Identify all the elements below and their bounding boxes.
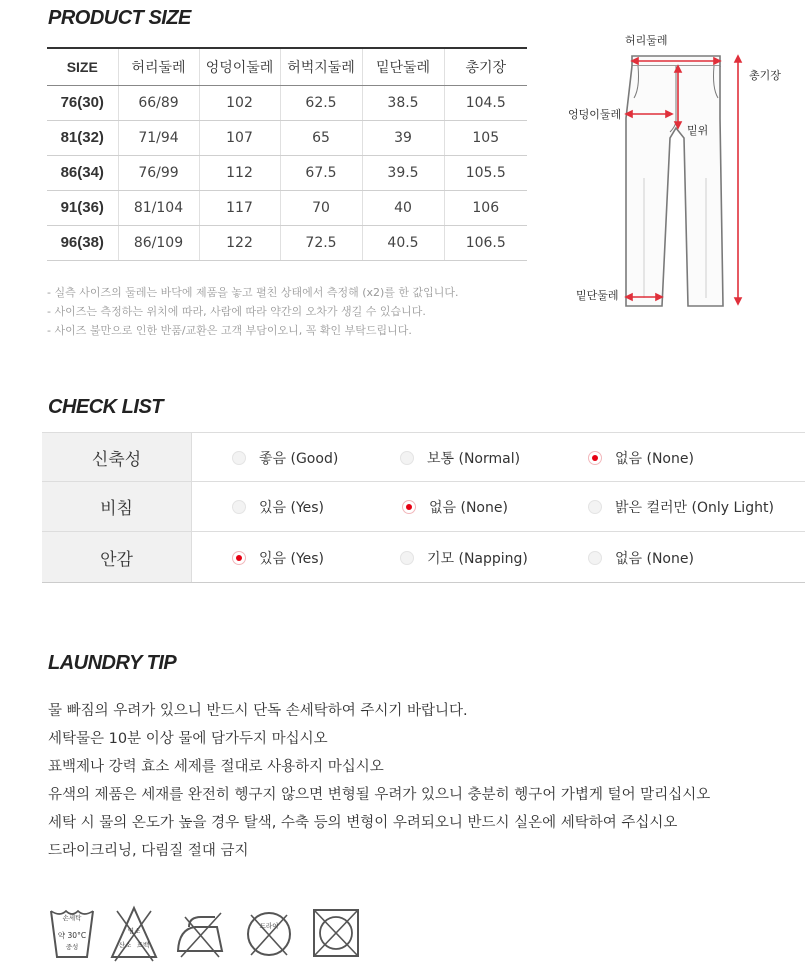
size-table-row (47, 190, 527, 225)
measure-cell: 39.5 (362, 155, 444, 190)
measure-cell: 104.5 (444, 85, 527, 120)
laundry-tip-line: 드라이크리닝, 다림질 절대 금지 (48, 843, 249, 859)
check-category: 비침 (42, 482, 192, 531)
option-none[interactable]: 없음 (None) (588, 448, 694, 468)
label-waist: 허리둘레 (625, 34, 668, 47)
svg-text:중성: 중성 (65, 943, 79, 951)
measure-cell: 65 (280, 120, 362, 155)
header-size: SIZE (47, 48, 118, 85)
measure-cell: 38.5 (362, 85, 444, 120)
size-table-row (47, 85, 527, 120)
measure-cell: 122 (199, 225, 280, 260)
measure-cell: 106.5 (444, 225, 527, 260)
option-yes[interactable]: 있음 (Yes) (232, 497, 324, 517)
size-note: - 사이즈는 측정하는 위치에 따라, 사람에 따라 약간의 오차가 생길 수 있습니다. (47, 305, 426, 318)
radio-icon[interactable] (400, 451, 414, 465)
check-row-see-through (42, 482, 805, 532)
size-cell: 81(32) (47, 120, 118, 155)
radio-selected-icon[interactable] (232, 551, 246, 565)
measure-cell: 67.5 (280, 155, 362, 190)
no-dry-clean-icon (244, 905, 294, 963)
size-note: - 실측 사이즈의 둘레는 바닥에 제품을 놓고 펼친 상태에서 측정해 (x2)를 한 값입니다. (47, 286, 459, 299)
option-none[interactable]: 없음 (None) (402, 497, 508, 517)
label-rise: 밑위 (687, 124, 709, 137)
check-list-title: CHECK LIST (48, 396, 163, 418)
measure-cell: 81/104 (118, 190, 199, 225)
measure-cell: 76/99 (118, 155, 199, 190)
no-tumble-dry-icon (311, 905, 361, 963)
size-notes (47, 283, 459, 340)
size-table-row (47, 120, 527, 155)
radio-selected-icon[interactable] (588, 451, 602, 465)
laundry-tip-line: 유색의 제품은 세재를 완전히 헹구지 않으면 변형될 우려가 있으니 충분히 헹구어 가볍게 털어 말리십시오 (48, 787, 711, 803)
measure-cell: 105 (444, 120, 527, 155)
header-hem: 밑단둘레 (362, 48, 444, 85)
option-napping[interactable]: 기모 (Napping) (400, 548, 528, 568)
svg-text:드라이: 드라이 (259, 922, 279, 930)
option-none[interactable]: 없음 (None) (588, 548, 694, 568)
no-bleach-icon (109, 905, 159, 963)
no-iron-icon (175, 905, 225, 963)
radio-icon[interactable] (232, 500, 246, 514)
check-category: 신축성 (42, 433, 192, 481)
size-table-row (47, 225, 527, 260)
header-thigh: 허벅지둘레 (280, 48, 362, 85)
svg-text:손세탁: 손세탁 (62, 914, 82, 922)
measure-cell: 66/89 (118, 85, 199, 120)
size-table-header (47, 48, 527, 85)
laundry-tip-line: 세탁물은 10분 이상 물에 담가두지 마십시오 (48, 731, 328, 747)
header-length: 총기장 (444, 48, 527, 85)
size-cell: 76(30) (47, 85, 118, 120)
option-normal[interactable]: 보통 (Normal) (400, 448, 520, 468)
pants-measure-diagram (560, 28, 790, 318)
measure-cell: 62.5 (280, 85, 362, 120)
radio-selected-icon[interactable] (402, 500, 416, 514)
label-hem: 밑단둘레 (576, 289, 619, 302)
laundry-tip-title: LAUNDRY TIP (48, 652, 177, 674)
option-only-light[interactable]: 밝은 컬러만 (Only Light) (588, 497, 774, 517)
header-waist: 허리둘레 (118, 48, 199, 85)
check-list-table (42, 432, 805, 583)
laundry-tip-line: 표백제나 강력 효소 세제를 절대로 사용하지 마십시오 (48, 759, 384, 775)
measure-cell: 40.5 (362, 225, 444, 260)
svg-text:염소: 염소 (127, 927, 141, 935)
size-table-row (47, 155, 527, 190)
measure-cell: 72.5 (280, 225, 362, 260)
measure-cell: 71/94 (118, 120, 199, 155)
measure-cell: 106 (444, 190, 527, 225)
size-cell: 96(38) (47, 225, 118, 260)
product-size-title: PRODUCT SIZE (48, 7, 191, 29)
measure-cell: 39 (362, 120, 444, 155)
svg-text:약 30°C: 약 30°C (57, 931, 87, 940)
measure-cell: 102 (199, 85, 280, 120)
header-hip: 엉덩이둘레 (199, 48, 280, 85)
measure-cell: 117 (199, 190, 280, 225)
check-row-stretch (42, 432, 805, 482)
svg-text:표백: 표백 (136, 941, 150, 949)
measure-cell: 40 (362, 190, 444, 225)
svg-text:산소: 산소 (118, 941, 132, 949)
label-length: 총기장 (749, 69, 781, 82)
option-yes[interactable]: 있음 (Yes) (232, 548, 324, 568)
measure-cell: 105.5 (444, 155, 527, 190)
laundry-tip-list (48, 697, 710, 865)
size-cell: 91(36) (47, 190, 118, 225)
radio-icon[interactable] (588, 551, 602, 565)
hand-wash-30c-icon (48, 905, 96, 963)
check-row-lining (42, 532, 805, 583)
radio-icon[interactable] (588, 500, 602, 514)
label-hip: 엉덩이둘레 (568, 108, 622, 121)
measure-cell: 112 (199, 155, 280, 190)
size-cell: 86(34) (47, 155, 118, 190)
laundry-tip-line: 물 빠짐의 우려가 있으니 반드시 단독 손세탁하여 주시기 바랍니다. (48, 703, 468, 719)
laundry-tip-line: 세탁 시 물의 온도가 높을 경우 탈색, 수축 등의 변형이 우려되오니 반드시 실온에 세탁하여 주십시오 (48, 815, 678, 831)
option-good[interactable]: 좋음 (Good) (232, 448, 338, 468)
size-table (47, 47, 527, 261)
check-category: 안감 (42, 532, 192, 582)
size-note: - 사이즈 불만으로 인한 반품/교환은 고객 부담이오니, 꼭 확인 부탁드립니다. (47, 324, 412, 337)
measure-cell: 86/109 (118, 225, 199, 260)
measure-cell: 70 (280, 190, 362, 225)
radio-icon[interactable] (232, 451, 246, 465)
radio-icon[interactable] (400, 551, 414, 565)
measure-cell: 107 (199, 120, 280, 155)
